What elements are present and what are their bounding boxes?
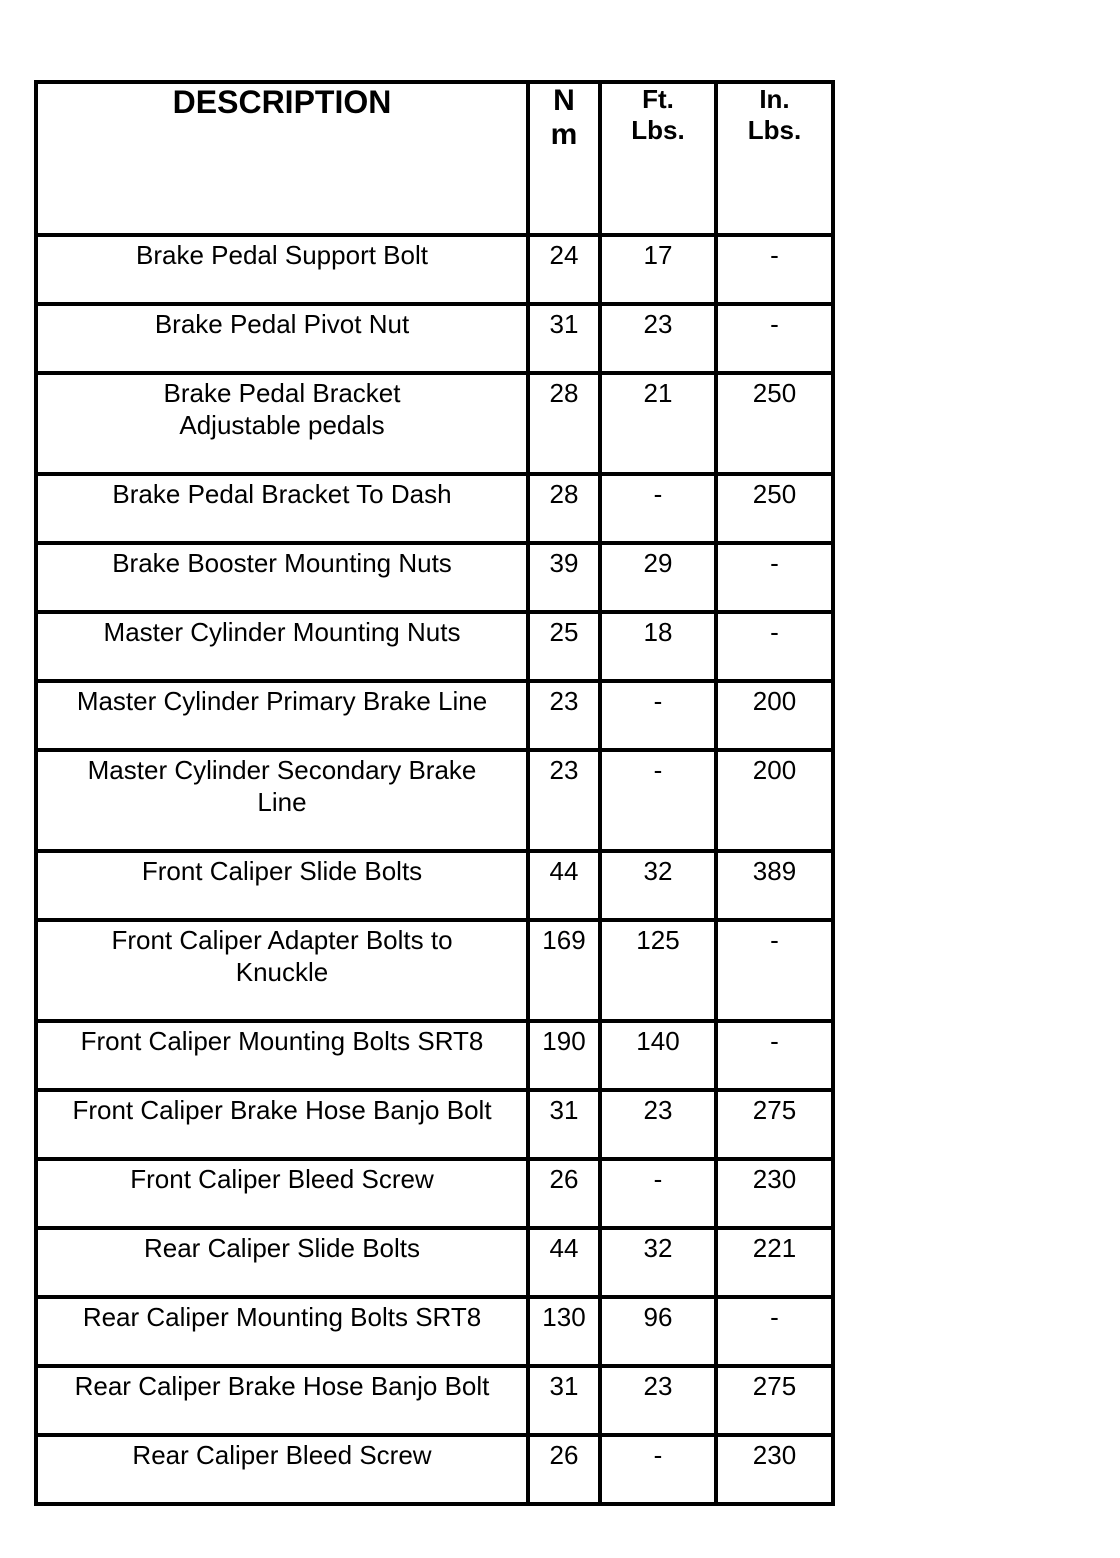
cell-description: [36, 612, 528, 681]
cell-ft-lbs: 21: [600, 373, 716, 474]
cell-ft-lbs: 23: [600, 1366, 716, 1435]
description-line: Brake Pedal Bracket: [163, 378, 401, 408]
cell-ft-lbs: 17: [600, 235, 716, 304]
description-line: Rear Caliper Brake Hose Banjo Bolt: [74, 1371, 490, 1401]
cell-in-lbs: 200: [716, 750, 833, 851]
table-row: [36, 543, 833, 612]
cell-ft-lbs: 18: [600, 612, 716, 681]
description-line: Rear Caliper Mounting Bolts SRT8: [82, 1302, 482, 1332]
cell-nm: 31: [528, 304, 600, 373]
cell-ft-lbs: 23: [600, 1090, 716, 1159]
table-row: [36, 1090, 833, 1159]
column-header-description: DESCRIPTION: [36, 82, 528, 235]
cell-ft-lbs: -: [600, 750, 716, 851]
description-line: Adjustable pedals: [179, 410, 385, 440]
description-line: Brake Pedal Support Bolt: [136, 240, 428, 270]
cell-in-lbs: 230: [716, 1435, 833, 1504]
cell-description: [36, 1297, 528, 1366]
cell-description: [36, 1159, 528, 1228]
cell-description: [36, 474, 528, 543]
cell-ft-lbs: -: [600, 681, 716, 750]
description-line: Rear Caliper Bleed Screw: [132, 1440, 432, 1470]
cell-in-lbs: -: [716, 543, 833, 612]
cell-in-lbs: 250: [716, 373, 833, 474]
cell-nm: 26: [528, 1435, 600, 1504]
cell-in-lbs: 200: [716, 681, 833, 750]
cell-description: [36, 1366, 528, 1435]
cell-ft-lbs: -: [600, 1159, 716, 1228]
description-line: Master Cylinder Mounting Nuts: [103, 617, 461, 647]
table-row: [36, 235, 833, 304]
table-row: [36, 1366, 833, 1435]
cell-description: [36, 920, 528, 1021]
description-line: Knuckle: [235, 957, 329, 987]
description-line: Master Cylinder Secondary Brake: [87, 755, 477, 785]
cell-ft-lbs: 140: [600, 1021, 716, 1090]
cell-description: [36, 1021, 528, 1090]
cell-nm: 190: [528, 1021, 600, 1090]
table-row: [36, 373, 833, 474]
table-row: [36, 1435, 833, 1504]
cell-ft-lbs: 96: [600, 1297, 716, 1366]
cell-ft-lbs: -: [600, 474, 716, 543]
description-line: Front Caliper Mounting Bolts SRT8: [80, 1026, 484, 1056]
table-row: [36, 1159, 833, 1228]
cell-ft-lbs: -: [600, 1435, 716, 1504]
cell-nm: 28: [528, 373, 600, 474]
header-row: [36, 82, 833, 235]
cell-ft-lbs: 32: [600, 851, 716, 920]
cell-nm: 169: [528, 920, 600, 1021]
description-line: Rear Caliper Slide Bolts: [143, 1233, 420, 1263]
description-line: Brake Pedal Bracket To Dash: [112, 479, 452, 509]
cell-in-lbs: -: [716, 235, 833, 304]
column-header-ft-lbs: Ft. Lbs.: [600, 82, 716, 235]
cell-description: [36, 681, 528, 750]
cell-in-lbs: 389: [716, 851, 833, 920]
cell-in-lbs: 250: [716, 474, 833, 543]
description-line: Front Caliper Brake Hose Banjo Bolt: [72, 1095, 492, 1125]
table-row: [36, 612, 833, 681]
cell-in-lbs: 275: [716, 1366, 833, 1435]
cell-ft-lbs: 29: [600, 543, 716, 612]
cell-nm: 25: [528, 612, 600, 681]
column-header-nm: N m: [528, 82, 600, 235]
cell-description: [36, 543, 528, 612]
column-header-in-lbs: In. Lbs.: [716, 82, 833, 235]
description-line: Brake Booster Mounting Nuts: [112, 548, 452, 578]
cell-description: [36, 304, 528, 373]
cell-in-lbs: 275: [716, 1090, 833, 1159]
description-line: Front Caliper Slide Bolts: [141, 856, 423, 886]
cell-nm: 31: [528, 1366, 600, 1435]
cell-description: [36, 851, 528, 920]
cell-in-lbs: -: [716, 304, 833, 373]
table-row: [36, 474, 833, 543]
table-row: [36, 750, 833, 851]
cell-in-lbs: 221: [716, 1228, 833, 1297]
cell-nm: 44: [528, 851, 600, 920]
table-row: [36, 681, 833, 750]
cell-in-lbs: 230: [716, 1159, 833, 1228]
cell-in-lbs: -: [716, 612, 833, 681]
table-row: [36, 920, 833, 1021]
cell-nm: 24: [528, 235, 600, 304]
cell-nm: 130: [528, 1297, 600, 1366]
description-line: Line: [257, 787, 307, 817]
torque-spec-table: [34, 80, 835, 1506]
cell-description: [36, 1090, 528, 1159]
cell-nm: 23: [528, 681, 600, 750]
description-line: Master Cylinder Primary Brake Line: [76, 686, 488, 716]
table-row: [36, 851, 833, 920]
description-line: Brake Pedal Pivot Nut: [154, 309, 410, 339]
table-body: [36, 235, 833, 1504]
table-row: [36, 1021, 833, 1090]
table-row: [36, 304, 833, 373]
description-line: Front Caliper Adapter Bolts to: [111, 925, 453, 955]
cell-description: [36, 1435, 528, 1504]
table-row: [36, 1297, 833, 1366]
cell-description: [36, 1228, 528, 1297]
cell-description: [36, 750, 528, 851]
cell-nm: 23: [528, 750, 600, 851]
description-line: Front Caliper Bleed Screw: [130, 1164, 434, 1194]
cell-description: [36, 235, 528, 304]
cell-nm: 44: [528, 1228, 600, 1297]
cell-in-lbs: -: [716, 1297, 833, 1366]
cell-nm: 31: [528, 1090, 600, 1159]
cell-nm: 26: [528, 1159, 600, 1228]
cell-ft-lbs: 32: [600, 1228, 716, 1297]
cell-description: [36, 373, 528, 474]
cell-nm: 28: [528, 474, 600, 543]
cell-nm: 39: [528, 543, 600, 612]
cell-ft-lbs: 23: [600, 304, 716, 373]
cell-ft-lbs: 125: [600, 920, 716, 1021]
table-row: [36, 1228, 833, 1297]
cell-in-lbs: -: [716, 1021, 833, 1090]
cell-in-lbs: -: [716, 920, 833, 1021]
